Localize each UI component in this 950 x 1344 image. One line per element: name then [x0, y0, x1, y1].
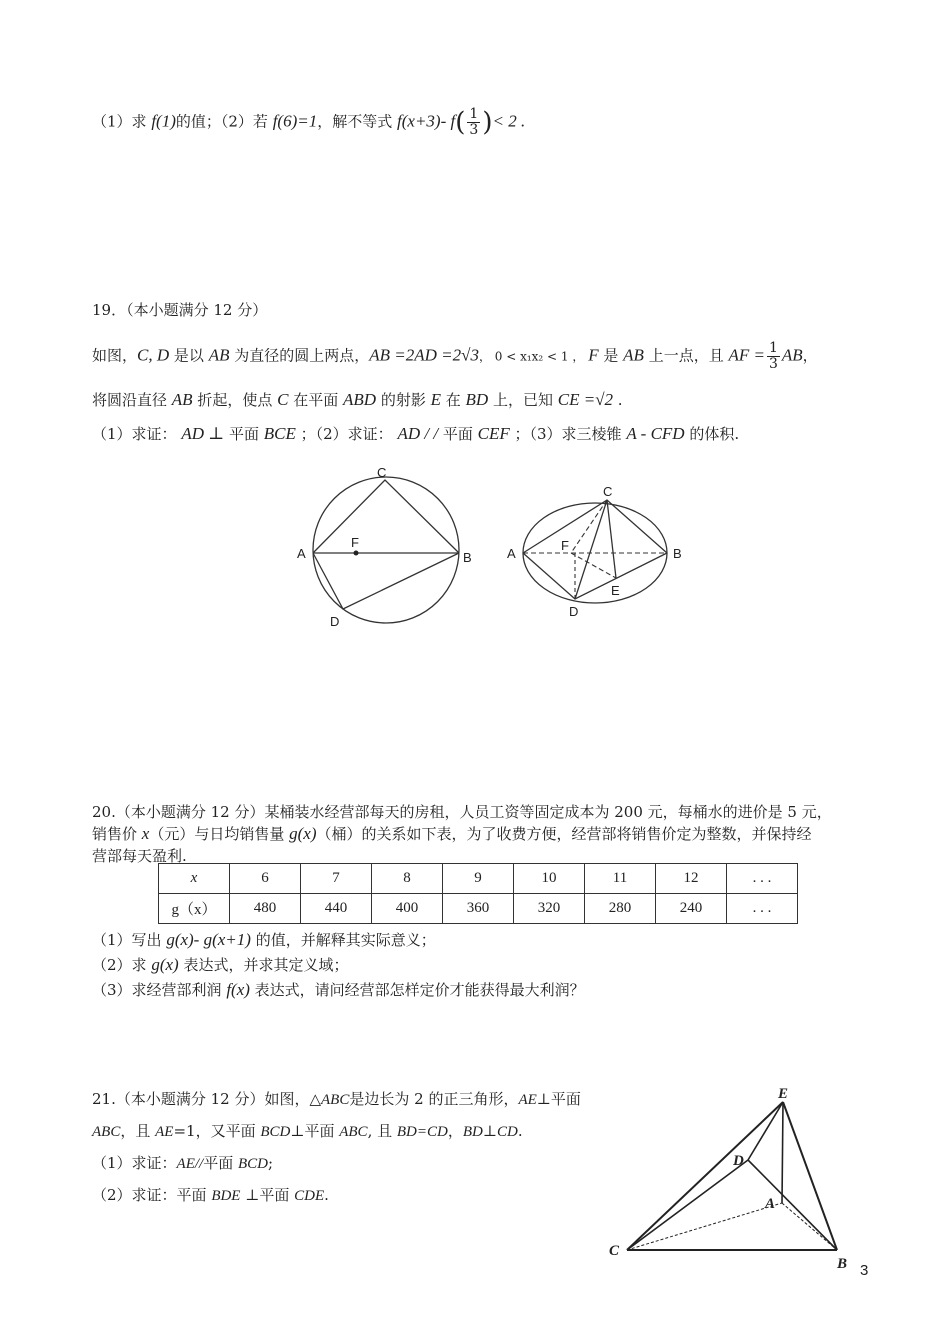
q19-line2: 将圆沿直径 AB 折起，使点 C 在平面 ABD 的射影 E 在 BD 上，已知 CE =√2 .	[92, 390, 623, 409]
q21-line3: （1）求证：AE//平面 BCD;	[92, 1154, 274, 1172]
label-a: A	[507, 546, 516, 561]
q20-sub1: （1）写出 g(x)- g(x+1) 的值，并解释其实际意义；	[92, 930, 436, 949]
table-row: g（x） 480 440 400 360 320 280 240 . . .	[159, 894, 798, 924]
q20-sub2: （2）求 g(x) 表达式，并求其定义域；	[92, 955, 349, 974]
label-c: C	[603, 484, 613, 499]
q21-line1: 21.（本小题满分 12 分）如图，△ABC是边长为 2 的正三角形，AE⊥平面	[92, 1090, 581, 1108]
label-a: A	[765, 1196, 776, 1212]
label-b: B	[673, 546, 682, 561]
q19-figure-folded	[503, 478, 688, 623]
q19-heading: 19．（本小题满分 12 分）	[92, 301, 268, 319]
q20-line3: 营部每天盈利.	[92, 847, 187, 865]
label-f: F	[561, 538, 569, 553]
label-d: D	[330, 614, 340, 629]
q20-table	[158, 863, 798, 924]
q18-fraction: $\frac{1}{3}$	[469, 106, 479, 138]
label-e: E	[778, 1086, 789, 1102]
label-b: B	[463, 550, 472, 565]
q21-line4: （2）求证：平面 BDE ⊥平面 CDE.	[92, 1186, 329, 1204]
table-row: x 6 7 8 9 10 11 12 . . .	[159, 864, 798, 894]
label-c: C	[377, 465, 387, 480]
q21-figure-pyramid	[605, 1088, 860, 1278]
q20-line1: 20.（本小题满分 12 分）某桶装水经营部每天的房租，人员工资等固定成本为 200 元，每桶水的进价是 5 元，	[92, 803, 832, 821]
label-c: C	[609, 1243, 620, 1259]
page-number: 3	[860, 1262, 869, 1279]
q21-line2: ABC，且 AE=1，又平面 BCD⊥平面 ABC, 且 BD=CD，BD⊥CD.	[92, 1122, 523, 1140]
label-e: E	[611, 583, 620, 598]
q19-line3: （1）求证： AD ⊥ 平面 BCE ；（2）求证： AD / / 平面 CEF ；（3）求三棱锥 A - CFD 的体积.	[92, 424, 740, 443]
q18-line: （1）求 f(1)的值；（2）若 f(6)=1，解不等式 f(x+3)- f( $\frac{1}{3}$ )< 2 .	[92, 106, 526, 138]
q19-fraction: $\frac{1}{3}$	[768, 340, 778, 372]
label-f: F	[351, 535, 359, 550]
q19-line1: 如图，C, D 是以 AB 为直径的圆上两点，AB =2AD =2√3， 0 < x₁x₂ < 1 ， F 是 AB 上一点，且 AF = $\frac{1}{3}$ AB，	[92, 340, 818, 372]
label-b: B	[837, 1256, 848, 1272]
label-a: A	[297, 546, 306, 561]
q19-figure-circle	[295, 462, 480, 632]
q20-line2: 销售价 x（元）与日均销售量 g(x)（桶）的关系如下表，为了收费方便，经营部将销售价定为整数，并保持经	[92, 824, 812, 843]
label-d: D	[733, 1153, 744, 1169]
q20-sub3: （3）求经营部利润 f(x) 表达式，请问经营部怎样定价才能获得最大利润？	[92, 980, 585, 999]
label-d: D	[569, 604, 579, 619]
